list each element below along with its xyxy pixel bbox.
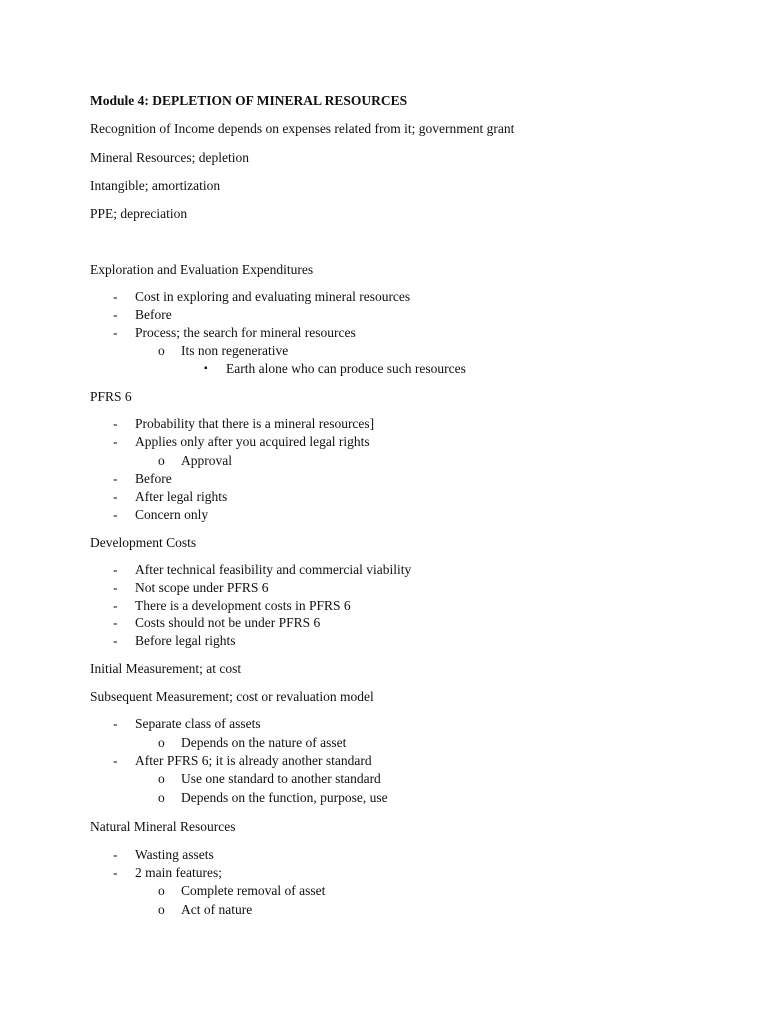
list-item: Separate class of assets bbox=[135, 716, 261, 731]
circle-marker: o bbox=[158, 790, 165, 805]
dash-marker: - bbox=[113, 865, 118, 880]
list-item: Complete removal of asset bbox=[181, 883, 326, 898]
dash-marker: - bbox=[113, 434, 118, 449]
list-item: Wasting assets bbox=[135, 847, 214, 862]
section-heading-exploration: Exploration and Evaluation Expenditures bbox=[90, 262, 314, 277]
list-item: Depends on the function, purpose, use bbox=[181, 790, 388, 805]
square-marker: ▪ bbox=[204, 363, 208, 374]
dash-marker: - bbox=[113, 471, 118, 486]
dash-marker: - bbox=[113, 325, 118, 340]
dash-marker: - bbox=[113, 307, 118, 322]
intro-line: Recognition of Income depends on expenses related from it; government grant bbox=[90, 121, 515, 136]
list-item: Before bbox=[135, 307, 172, 322]
list-item: Not scope under PFRS 6 bbox=[135, 580, 269, 595]
dash-marker: - bbox=[113, 847, 118, 862]
intro-line: Mineral Resources; depletion bbox=[90, 150, 249, 165]
list-item: Process; the search for mineral resources bbox=[135, 325, 356, 340]
list-item: Earth alone who can produce such resources bbox=[226, 361, 466, 376]
list-item: After legal rights bbox=[135, 489, 228, 504]
list-item: Before bbox=[135, 471, 172, 486]
section-heading-subsequent: Subsequent Measurement; cost or revaluation model bbox=[90, 689, 374, 704]
list-item: Depends on the nature of asset bbox=[181, 735, 347, 750]
list-item: Act of nature bbox=[181, 902, 253, 917]
dash-marker: - bbox=[113, 507, 118, 522]
dash-marker: - bbox=[113, 580, 118, 595]
circle-marker: o bbox=[158, 771, 165, 786]
dash-marker: - bbox=[113, 289, 118, 304]
list-item: Use one standard to another standard bbox=[181, 771, 381, 786]
list-item: There is a development costs in PFRS 6 bbox=[135, 598, 351, 613]
intro-line: Intangible; amortization bbox=[90, 178, 221, 193]
list-item: Costs should not be under PFRS 6 bbox=[135, 615, 321, 630]
circle-marker: o bbox=[158, 902, 165, 917]
list-item: After technical feasibility and commercial viability bbox=[135, 562, 412, 577]
list-item: Concern only bbox=[135, 507, 209, 522]
dash-marker: - bbox=[113, 753, 118, 768]
list-item: After PFRS 6; it is already another standard bbox=[135, 753, 372, 768]
circle-marker: o bbox=[158, 735, 165, 750]
list-item: 2 main features; bbox=[135, 865, 222, 880]
circle-marker: o bbox=[158, 453, 165, 468]
dash-marker: - bbox=[113, 416, 118, 431]
section-heading-pfrs6: PFRS 6 bbox=[90, 389, 132, 404]
dash-marker: - bbox=[113, 615, 118, 630]
dash-marker: - bbox=[113, 716, 118, 731]
dash-marker: - bbox=[113, 633, 118, 648]
intro-line: PPE; depreciation bbox=[90, 206, 188, 221]
list-item: Its non regenerative bbox=[181, 343, 289, 358]
list-item: Approval bbox=[181, 453, 232, 468]
page-title: Module 4: DEPLETION OF MINERAL RESOURCES bbox=[90, 93, 408, 108]
initial-measurement-line: Initial Measurement; at cost bbox=[90, 661, 242, 676]
dash-marker: - bbox=[113, 562, 118, 577]
dash-marker: - bbox=[113, 598, 118, 613]
list-item: Probability that there is a mineral resources] bbox=[135, 416, 375, 431]
section-heading-natural: Natural Mineral Resources bbox=[90, 819, 236, 834]
list-item: Cost in exploring and evaluating mineral resources bbox=[135, 289, 411, 304]
circle-marker: o bbox=[158, 883, 165, 898]
section-heading-development: Development Costs bbox=[90, 535, 197, 550]
list-item: Applies only after you acquired legal rights bbox=[135, 434, 370, 449]
dash-marker: - bbox=[113, 489, 118, 504]
list-item: Before legal rights bbox=[135, 633, 236, 648]
circle-marker: o bbox=[158, 343, 165, 358]
